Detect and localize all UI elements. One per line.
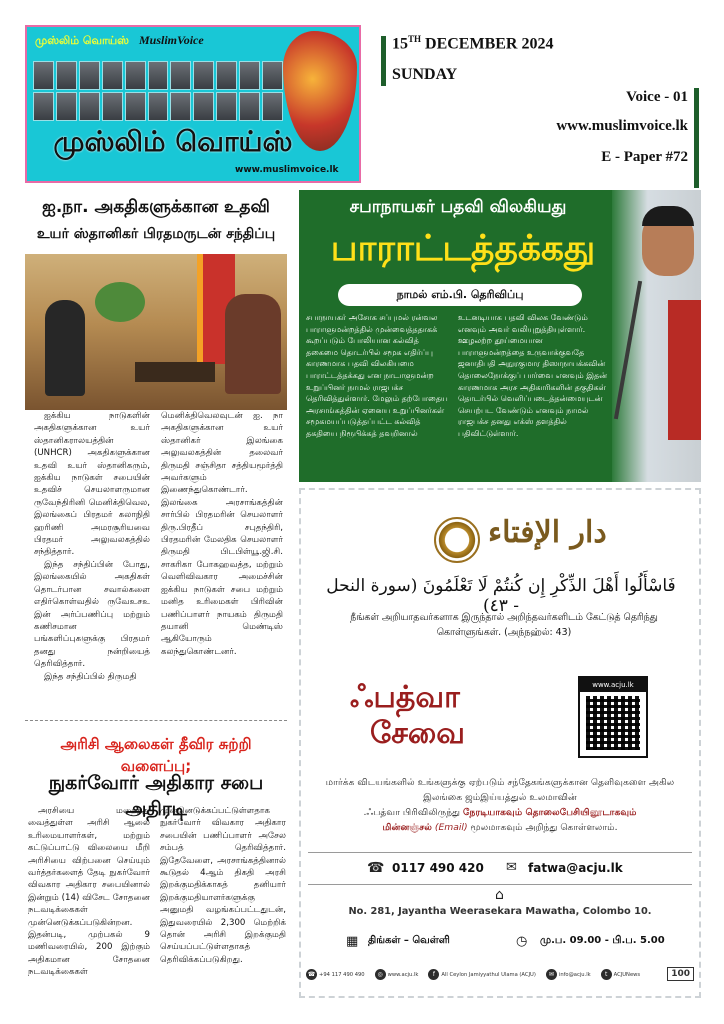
article2-column-1: அரசியை மறைத்து வைத்துள்ள அரிசி ஆலை உரிமையாளர்கள், மற்றும் கட்டுப்பாட்டு விலையை மீறி அரிசியை விற்பனை செய்யும் வர்த்தர்களைத் தேடி நுகர்வோர் விவகார அதிகார சபையினால் இன்றும் (14) விசேட சோதனை நடவடிக்கைகள் முன்னெடுக்கப்படுகின்றன. இதன்படி, முற்பகல் 9 மணிவரையில், 200 இற்கும் அதிகமான சோதனை நடவடிக்கைகள் [28,806,150,978]
article2-kicker: அரிசி ஆலைகள் தீவிர சுற்றி வளைப்பு; [60,735,252,775]
location-pin-icon: ⌂ [495,887,504,903]
dar-al-ifta-logo: دار الإفتاء [488,515,607,550]
footer-org: f All Ceylon Jamiyyathul Ulama (ACJU) [428,969,536,980]
clock-icon: ◷ [516,934,528,949]
masthead-url: www.muslimvoice.lk [235,165,339,175]
masthead-banner [25,25,361,183]
article2-headline: நுகர்வோர் அதிகார சபை அதிரடி [48,772,264,820]
ad-email[interactable]: fatwa@acju.lk [528,861,623,875]
mail-icon: ✉ [546,969,557,980]
header-divider [694,88,699,188]
masthead-portraits [33,61,283,121]
globe-icon: ◎ [375,969,386,980]
paragraph: இந்த சந்திப்பின் போது, இலங்கையில் அகதிகள் தொடர்பான சவால்களை எதிர்கொள்வதில் ருவேஉசஉ இன் அர்ப்பணிப்பு மற்றும் கணிசமான பங்களிப்புகளுக்கு பிரதமர் தனது நன்றியைத் தெரிவித்தார். [34,559,150,670]
header-divider [381,36,386,86]
twitter-icon: t [601,969,612,980]
ad-divider [308,852,692,853]
footer-social[interactable]: t ACJUNews [601,969,640,980]
acju-emblem-icon [434,517,480,563]
ad-phone-number[interactable]: 0117 490 420 [392,861,484,875]
article1-photo [25,254,287,410]
facebook-icon: f [428,969,439,980]
paragraph: ஐக்கிய நாடுகளின் அகதிகளுக்கான உயர் ஸ்தானிகராலயத்தின் (UNHCR) அகதிகளுக்கான உதவி உயர் ஸ்தானிகரும், ஐக்கிய நாடுகள் சபையின் உதவிச் செயலாளருமான ருவேந்திரினி மெனிக்திவெல, இலங்கைப் பிரதமர் கலாநிதி ஹரிணி அமரசூரியவை பிரதமர் அலுவலகத்தில் சந்தித்தார். [34,411,150,558]
issue-date: 15TH DECEMBER 2024 [392,34,554,53]
phone-icon: ☎ [307,970,316,978]
epaper-number: E - Paper #72 [601,149,688,165]
centenary-badge: 100 [667,967,694,981]
article3-kicker: சபாநாயகர் பதவி விலகியது [349,197,567,217]
qr-label: www.acju.lk [580,678,646,692]
footer-mail[interactable]: ✉ info@acju.lk [546,969,591,980]
ad-title-fatwa: ஃபத்வா [350,680,460,715]
ad-description: மார்க்க விடயங்களில் உங்களுக்கு ஏற்படும் சந்தேகங்களுக்கான தெளிவுகளை அகில இலங்கை ஜம்இய்யத்துல் உலமாவின் .ஃபத்வா பிரிவிலிருந்து நேரடியாகவும் தொலைபேசியினூடாகவும் மின்னஞ்சல் (Email) மூலமாகவும் அறிந்து கொள்ளலாம். [325,777,675,833]
footer-web[interactable]: ◎ www.acju.lk [375,969,419,980]
phone-icon: ☎ [367,860,385,876]
article1-column-1 [34,410,150,683]
paragraph: மெனிக்திவெலவுடன் ஐ. நா அகதிகளுக்கான உயர் ஸ்தானிகர் இலங்கை அலுவலகத்தின் தலைவர் திருமதி சஞ்சிதா சத்தியமூர்த்தி அவர்களும் இணைந்துகொண்டார். இலங்கை அரசாங்கத்தின் சார்பில் பிரதமரின் செயலாளர் திரு.பிரதீப் சபுதந்திரி, பிரதமரின் மேலதிக செயலாளர் திருமதி பிடபிள்யூ.ஜி.சி. சாகரிகா போகஹவத்த, மற்றும் வெளிவிவகார அமைச்சின் ஐக்கிய நாடுகள் சபை மற்றும் மனித உரிமைகள் பிரிவின் பணிப்பாளர் நாயகம் திருமதி தயானி மெண்டிஸ் ஆகியோரும் கலந்துகொண்டனர். [161,411,283,657]
ad-days: திங்கள் – வெள்ளி [368,935,450,946]
article3-headline: பாராட்டத்தக்கது [330,228,596,269]
masthead-title: முஸ்லிம் வொய்ஸ் [53,125,293,158]
article1-column-2 [161,410,283,658]
ad-address: No. 281, Jayantha Weerasekara Mawatha, Colombo 10. [348,906,652,917]
article2-column-2: முன்னெடுக்கப்பட்டுள்ளதாக நுகர்வோர் விவகார அதிகார சபையின் பணிப்பாளர் அசேல சம்பத் தெரிவித்தார். இதேவேளை, அரசாங்கத்தினால் கூடுதல் 4ஆம் திகதி அரசி இறக்குமதிக்காகத் தனியார் இறக்குமதியாளர்களுக்கு அனுமதி வழங்கப்பட்டதுடன், இதுவரையில் 2,300 மெற்றிக் தொன் அரிசி இறக்குமதி செய்யப்பட்டுள்ளதாகத் தெரிவிக்கப்படுகிறது. [160,806,286,965]
website-link[interactable]: www.muslimvoice.lk [556,118,688,134]
article-separator [25,720,287,721]
qr-code[interactable] [578,676,648,758]
article3-column-2: உடனடியாக பதவி விலக வேண்டும் எனவும் அவர் வலியுறுத்தியுள்ளார். ஊழலற்ற தூய்மையான பாராளுமன்றத்தை உருவாக்குவதே ஜனாதிபதி அநுரகுமார திஸாநாயக்கவின் தொலைநோக்குப் பார்வை எனவும் இதன் காரணமாக அரச அதிகாரிகளின் தகுதிகள் தொடர்பில் வெளிப்படைத்தன்மையுடன் செயற்பட வேண்டும் எனவும் நாமல் ராஜபக்ச தனது எக்ஸ் தளத்தில் பதிவிட்டுள்ளார். [458,313,607,438]
footer-phone: ☎ +94 117 490 490 [307,970,365,978]
ad-footer [306,965,694,983]
ad-divider [308,884,692,885]
ad-title-service: சேவை [370,716,466,751]
paragraph: இந்த சந்திப்பில் திருமதி [44,671,137,682]
quran-verse: فَاسْأَلُوا أَهْلَ الذِّكْرِ إِن كُنتُمْ لَا تَعْلَمُونَ (سورة النحل - ٤٣) [326,576,676,616]
voice-number: Voice - 01 [626,89,688,105]
calendar-icon: ▦ [346,934,359,949]
verse-translation: நீங்கள் அறியாதவர்களாக இருந்தால் அறிந்தவர்களிடம் கேட்டுத் தெரிந்து கொள்ளுங்கள். (அந்நஹ்ல்: 43) [350,612,658,638]
qr-pattern-icon [586,696,640,750]
ad-hours: மு.ப. 09.00 - பி.ப. 5.00 [540,935,665,946]
article1-headline: ஐ.நா. அகதிகளுக்கான உதவி [42,197,270,217]
masthead-small-title: முஸ்லிம் வொய்ஸ் MuslimVoice [35,33,204,47]
mail-icon: ✉ [506,860,517,875]
article3-column-1: சபாநாயகர் அசோக சப்புமல் ரன்வல பாராளுமன்றத்தில் முன்வைத்ததாகக் கூறப்படும் போலியான கல்வித் தகைமை தொடர்பில் சமூக எதிர்ப்பு காரணமாக பதவி விலகியமை பாராட்டத்தக்கது என நாடாளுமன்ற உறுப்பினர் நாமல் ராஜபக்ச தெரிவித்துள்ளார். மேலும் தற்போதைய அரசாங்கத்தின் ஏனைய உறுப்பினர்கள் சமூகமயப்படுத்தப்பட்ட கல்வித் தகதியை நிரூபிக்கத் தவறினால் [306,313,448,438]
article3-byline: நாமல் எம்.பி. தெரிவிப்பு [338,284,582,306]
article3-portrait [612,190,701,482]
article1-subheadline: உயர் ஸ்தானிகர் பிரதமருடன் சந்திப்பு [36,226,276,242]
issue-weekday: SUNDAY [392,66,458,83]
